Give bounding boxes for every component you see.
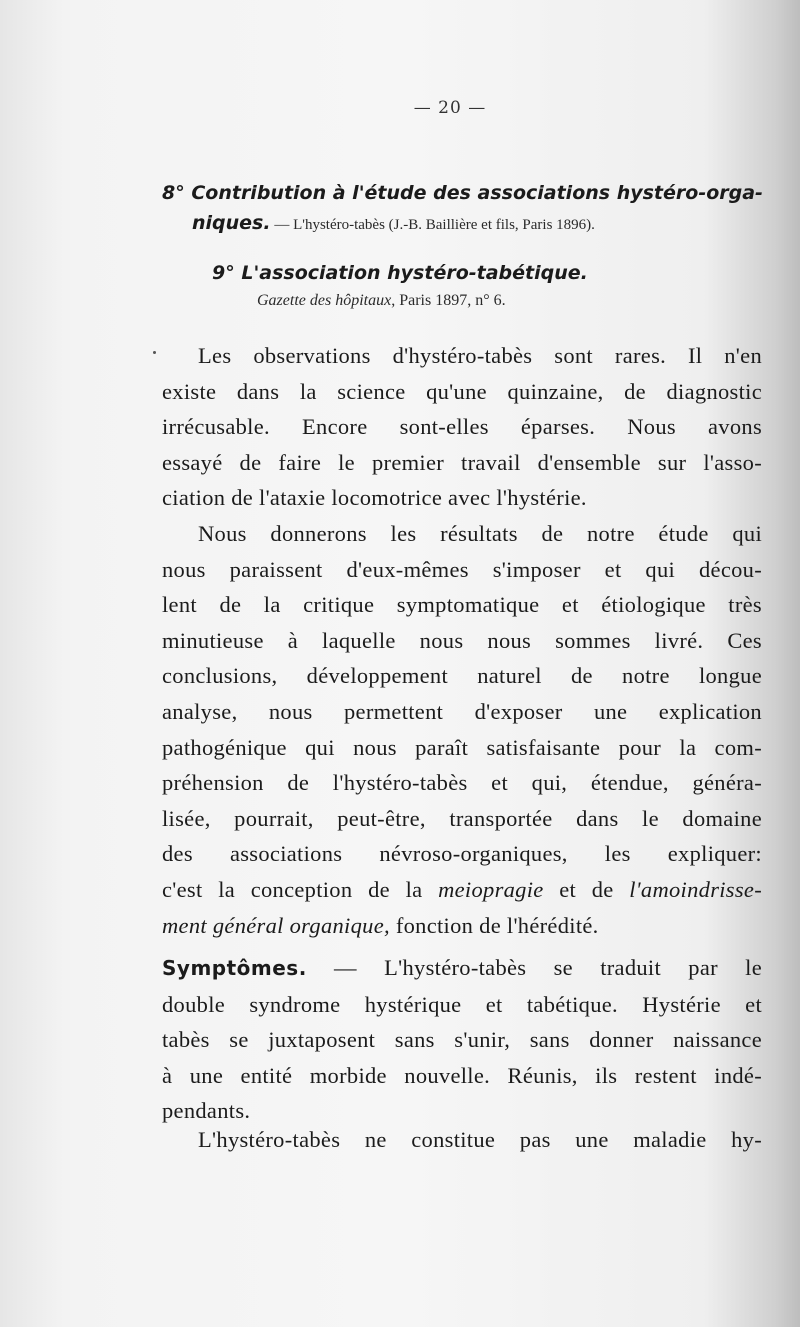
page-number: — 20 —: [413, 98, 487, 118]
paragraph-line: lent de la critique symptomatique et étiologique très: [162, 592, 762, 618]
entry-9-title: 9° L'association hystéro-tabétique.: [212, 262, 588, 284]
entry-8-title-line2: niques.: [192, 212, 271, 234]
paragraph-line: Les observations d'hystéro-tabès sont rares. Il n'en: [198, 343, 762, 368]
paragraph-symptomes: [162, 950, 762, 1129]
entry-9-reference-rest: , Paris 1897, n° 6.: [391, 292, 506, 309]
term-meiopragie: meiopragie: [438, 876, 544, 902]
paragraph-line: à une entité morbide nouvelle. Réunis, ils restent indé-: [162, 1062, 762, 1088]
paragraph-line: des associations névroso-organiques, les expliquer:: [162, 841, 762, 867]
paragraph-line: [162, 950, 762, 987]
paragraph-line: tabès se juxtaposent sans s'unir, sans donner naissance: [162, 1027, 762, 1053]
paragraph-line: pathogénique qui nous paraît satisfaisante pour la com-: [162, 734, 762, 760]
paragraph-line: lisée, pourrait, peut-être, transportée dans le domaine: [162, 805, 762, 831]
paragraph-line: irrécusable. Encore sont-elles éparses. Nous avons: [162, 414, 762, 440]
paragraph-line: Nous donnerons les résultats de notre étude qui: [198, 521, 762, 546]
paragraph-line: [162, 872, 762, 908]
paragraph-line: nous paraissent d'eux-mêmes s'imposer et qui décou-: [162, 556, 762, 582]
text-run: — L'hystéro-tabès se traduit par le: [306, 955, 762, 980]
paragraph-line: double syndrome hystérique et tabétique. Hystérie et: [162, 991, 762, 1017]
paragraph-1: [162, 338, 762, 516]
bibliography-entry-8: [162, 178, 762, 240]
paragraph-line: analyse, nous permettent d'exposer une explication: [162, 698, 762, 724]
term-amoindrissement: l'amoindrisse-: [629, 876, 762, 902]
paragraph-line: ciation de l'ataxie locomotrice avec l'hystérie.: [162, 485, 587, 511]
paragraph-line: pendants.: [162, 1098, 251, 1124]
section-heading-symptomes: Symptômes.: [162, 956, 307, 980]
entry-9-journal: Gazette des hôpitaux: [257, 292, 392, 309]
paragraph-line: minutieuse à laquelle nous nous sommes livré. Ces: [162, 627, 762, 653]
paragraph-line: L'hystéro-tabès ne constitue pas une maladie hy-: [198, 1127, 762, 1152]
entry-9-reference: [257, 288, 800, 314]
paragraph-line: existe dans la science qu'une quinzaine, de diagnostic: [162, 378, 762, 404]
ink-speck: [153, 351, 156, 354]
text-run: et de: [543, 876, 630, 902]
text-run: c'est la conception de la: [162, 876, 439, 902]
term-general-organique: ment général organique,: [162, 912, 390, 938]
entry-8-line2: [192, 208, 762, 240]
entry-8-title-line1: 8° Contribution à l'étude des associations hystéro-orga-: [162, 182, 763, 204]
entry-8-reference: — L'hystéro-tabès (J.-B. Baillière et fils, Paris 1896).: [270, 217, 595, 233]
paragraph-line: conclusions, développement naturel de notre longue: [162, 663, 762, 689]
paragraph-line: [162, 908, 762, 944]
paragraph-2: [162, 516, 762, 943]
paragraph-line: préhension de l'hystéro-tabès et qui, étendue, généra-: [162, 770, 762, 796]
text-run: fonction de l'hérédité.: [389, 912, 599, 938]
paragraph-line: essayé de faire le premier travail d'ensemble sur l'asso-: [162, 449, 762, 475]
bibliography-entry-9: [212, 258, 800, 314]
paragraph-4: [162, 1122, 762, 1158]
